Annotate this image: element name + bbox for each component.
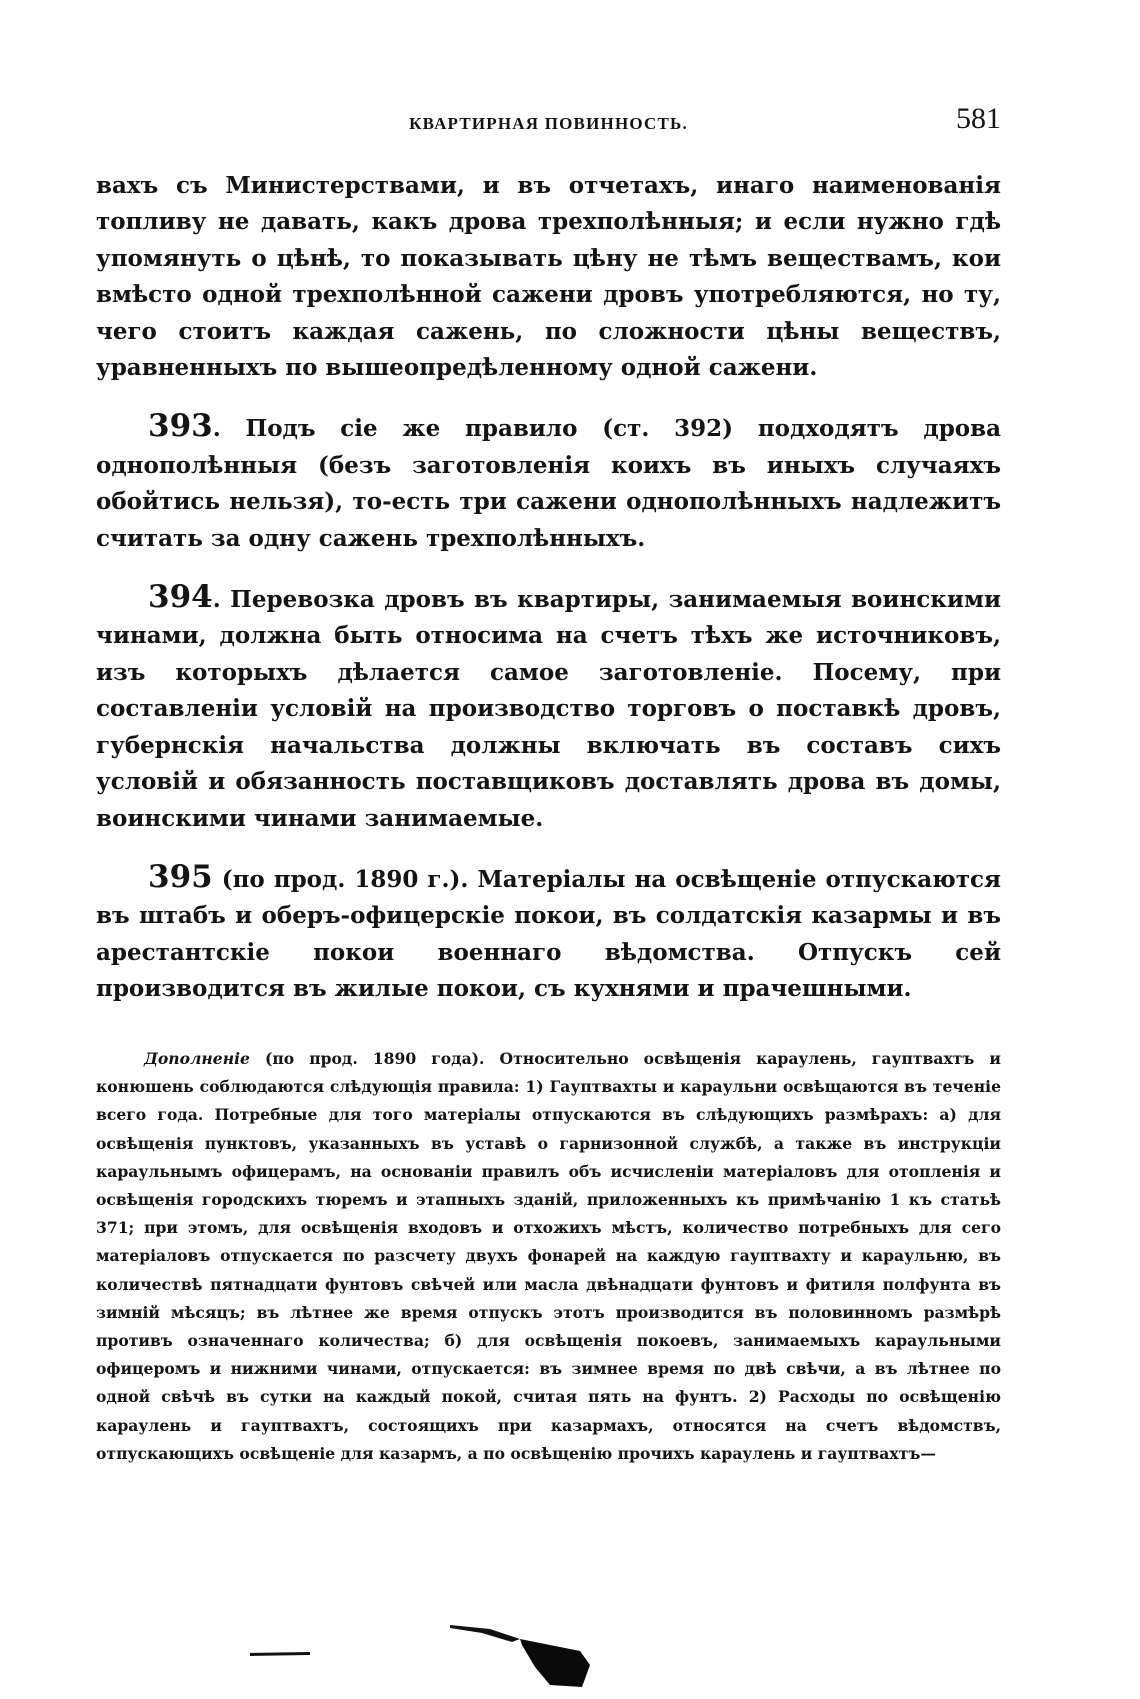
main-text (96, 168, 1001, 1008)
article-394 (96, 579, 1001, 837)
article-number: 394 (148, 579, 213, 616)
supplement-text: (по прод. 1890 года). Относительно освѣщенія караулень, гауптвахтъ и конюшень соблюдаются слѣдующія правила: 1) Гауптвахты и караульни освѣщаются въ теченіе всего года. Потребные для того матеріалы отпускаются въ слѣдующихъ размѣрахъ: а) для освѣщенія пунктовъ, указанныхъ въ уставѣ о гарнизонной службѣ, а также въ инструкціи караульнымъ офицерамъ, на основаніи правилъ объ исчисленіи матеріаловъ для отопленія и освѣщенія городскихъ тюремъ и этапныхъ зданій, приложенныхъ къ примѣчанію 1 къ статьѣ 371; при этомъ, для освѣщенія входовъ и отхожихъ мѣстъ, количество потребныхъ для сего матеріаловъ отпускается по разсчету двухъ фонарей на каждую гауптвахту и караульню, въ количествѣ пятнадцати фунтовъ свѣчей или масла двѣнадцати фунтовъ и фитиля полфунта въ зимній мѣсяцъ; въ лѣтнее же время отпускъ этотъ производится въ половинномъ размѣрѣ противъ означеннаго количества; б) для освѣщенія покоевъ, занимаемыхъ караульными офицеромъ и нижними чинами, отпускается: въ зимнее время по двѣ свѣчи, а въ лѣтнее по одной свѣчѣ въ сутки на каждый покой, считая пять на фунтъ. 2) Расходы по освѣщенію караулень и гауптвахтъ, состоящихъ при казармахъ, относятся на счетъ вѣдомствъ, отпускающихъ освѣщеніе для казармъ, а по освѣщенію прочихъ караулень и гауптвахтъ— (96, 1049, 1001, 1463)
scan-artifact (250, 1615, 670, 1690)
supplement-note (96, 1045, 1001, 1468)
article-395 (96, 859, 1001, 1008)
continuation-paragraph: вахъ съ Министерствами, и въ отчетахъ, инаго наименованія топливу не давать, какъ дрова трехполѣнныя; и если нужно гдѣ упомянуть о цѣнѣ, то показывать цѣну не тѣмъ веществамъ, кои вмѣсто одной трехполѣнной сажени дровъ употребляются, но ту, чего стоитъ каждая сажень, по сложности цѣны веществъ, уравненныхъ по вышеопредѣленному одной сажени. (96, 172, 1001, 382)
article-text: . Перевозка дровъ въ квартиры, занимаемыя воинскими чинами, должна быть относима на счетъ тѣхъ же источниковъ, изъ которыхъ дѣлается самое заготовленіе. Посему, при составленіи условій на производство торговъ о поставкѣ дровъ, губернскія начальства должны включать въ составъ сихъ условій и обязанность поставщиковъ доставлять дрова въ домы, воинскими чинами занимаемые. (96, 586, 1001, 832)
running-title: КВАРТИРНАЯ ПОВИННОСТЬ. (409, 114, 688, 133)
supplement-label: Дополненіе (144, 1049, 250, 1068)
page-header (96, 100, 1001, 140)
article-number: 393 (148, 408, 213, 445)
article-text: . Подъ сіе же правило (ст. 392) подходятъ дрова однополѣнныя (безъ заготовленія коихъ въ иныхъ случаяхъ обойтись нельзя), то-есть три сажени однополѣнныхъ надлежитъ считать за одну сажень трехполѣнныхъ. (96, 415, 1001, 552)
article-393 (96, 408, 1001, 557)
article-text: (по прод. 1890 г.). Матеріалы на освѣщеніе отпускаются въ штабъ и оберъ-офицерскіе покои, въ солдатскія казармы и въ арестантскіе покои военнаго вѣдомства. Отпускъ сей производится въ жилые покои, съ кухнями и прачешными. (96, 865, 1001, 1003)
page-number: 581 (956, 102, 1001, 135)
article-number: 395 (148, 858, 213, 895)
